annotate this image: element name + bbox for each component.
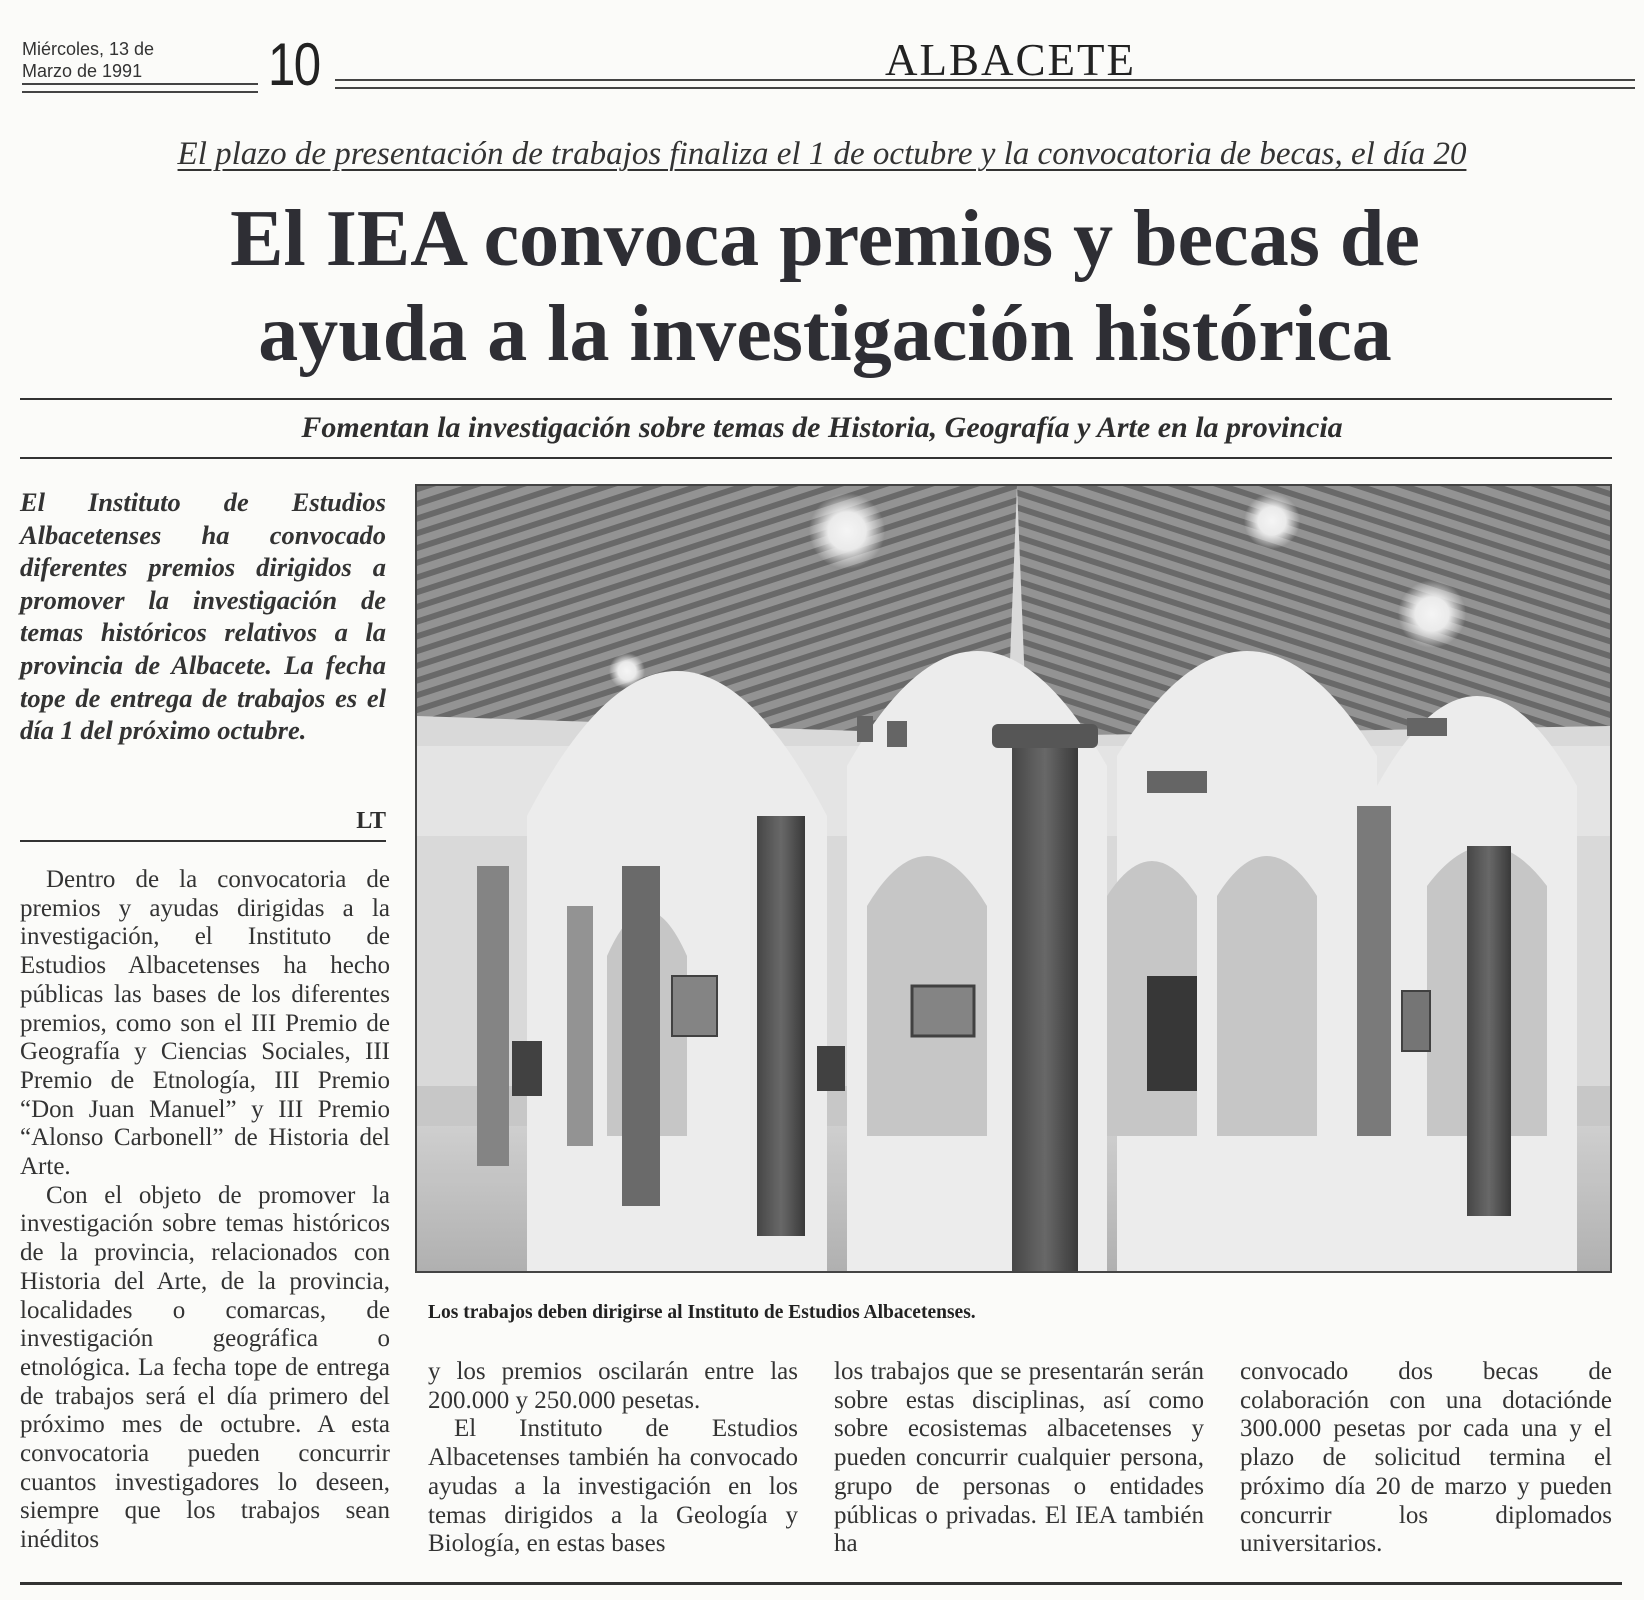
headline-line2: ayuda a la investigación histórica [258, 290, 1392, 378]
body-paragraph: y los premios oscilarán entre las 200.000 y 250.000 pesetas. [428, 1358, 798, 1414]
headline [40, 192, 1610, 382]
bottom-rule [20, 1582, 1622, 1585]
headline-line1: El IEA convoca premios y becas de [230, 195, 1420, 283]
section-title: ALBACETE [885, 35, 1136, 85]
body-paragraph: Dentro de la convocatoria de premios y ayudas dirigidas a la investigación, el Instituto de Estudios Albacetenses ha hecho públicas las bases de los diferentes premios, como son el III Premio de Geografía y Ciencias Sociales, III Premio de Etnología, III Premio “Don Juan Manuel” y III Premio “Alonso Carbonell” de Historia del Arte. [20, 866, 390, 1181]
body-column-4 [1240, 1358, 1612, 1559]
body-column-1 [20, 866, 390, 1555]
body-paragraph: El Instituto de Estudios Albacetenses también ha convocado ayudas a la investigación en los temas dirigidos a la Geología y Biología, en estas bases [428, 1415, 798, 1558]
body-paragraph: los trabajos que se presentarán serán sobre estas disciplinas, así como sobre ecosistemas albacetenses y pueden concurrir cualquier persona, grupo de personas o entidades públicas o privadas. El IEA también ha [834, 1358, 1204, 1558]
arcade-illustration [417, 486, 1610, 1271]
byline-rule [20, 840, 386, 842]
header-rule-left [22, 83, 258, 93]
body-paragraph: Con el objeto de promover la investigación sobre temas históricos de la provincia, relacionados con Historia del Arte, de la provincia, localidades o comarcas, de investigación geográfica o etnológica. La fecha tope de entrega de trabajos será el día primero del próximo mes de octubre. A esta convocatoria pueden concurrir cuantos investigadores lo deseen, siempre que los trabajos sean inéditos [20, 1181, 390, 1554]
body-column-3 [834, 1358, 1204, 1559]
lead-paragraph: El Instituto de Estudios Albacetenses ha convocado diferentes premios dirigidos a promover la investigación de temas históricos relativos a la provincia de Albacete. La fecha tope de entrega de trabajos es el día 1 del próximo octubre. [20, 487, 386, 746]
subhead: Fomentan la investigación sobre temas de Historia, Geografía y Arte en la provincia [301, 411, 1343, 444]
issue-date [22, 38, 154, 82]
kicker-text: El plazo de presentación de trabajos finaliza el 1 de octubre y la convocatoria de becas, el día 20 [177, 136, 1467, 172]
byline: LT [356, 808, 386, 834]
page-number: 10 [268, 31, 320, 98]
subhead-rule-top [20, 398, 1612, 400]
photo-caption: Los trabajos deben dirigirse al Instituto de Estudios Albacetenses. [428, 1302, 976, 1323]
kicker [0, 133, 1644, 175]
issue-date-line1: Miércoles, 13 de [22, 39, 155, 59]
subhead-rule-bottom [20, 457, 1612, 459]
body-column-2 [428, 1358, 798, 1559]
body-paragraph: convocado dos becas de colaboración con una dotaciónde 300.000 pesetas por cada una y el plazo de solicitud termina el próximo día 20 de marzo y pueden concurrir los diplomados universitarios. [1240, 1358, 1612, 1558]
issue-date-line2: Marzo de 1991 [22, 61, 143, 81]
courtyard-photo [415, 484, 1612, 1273]
